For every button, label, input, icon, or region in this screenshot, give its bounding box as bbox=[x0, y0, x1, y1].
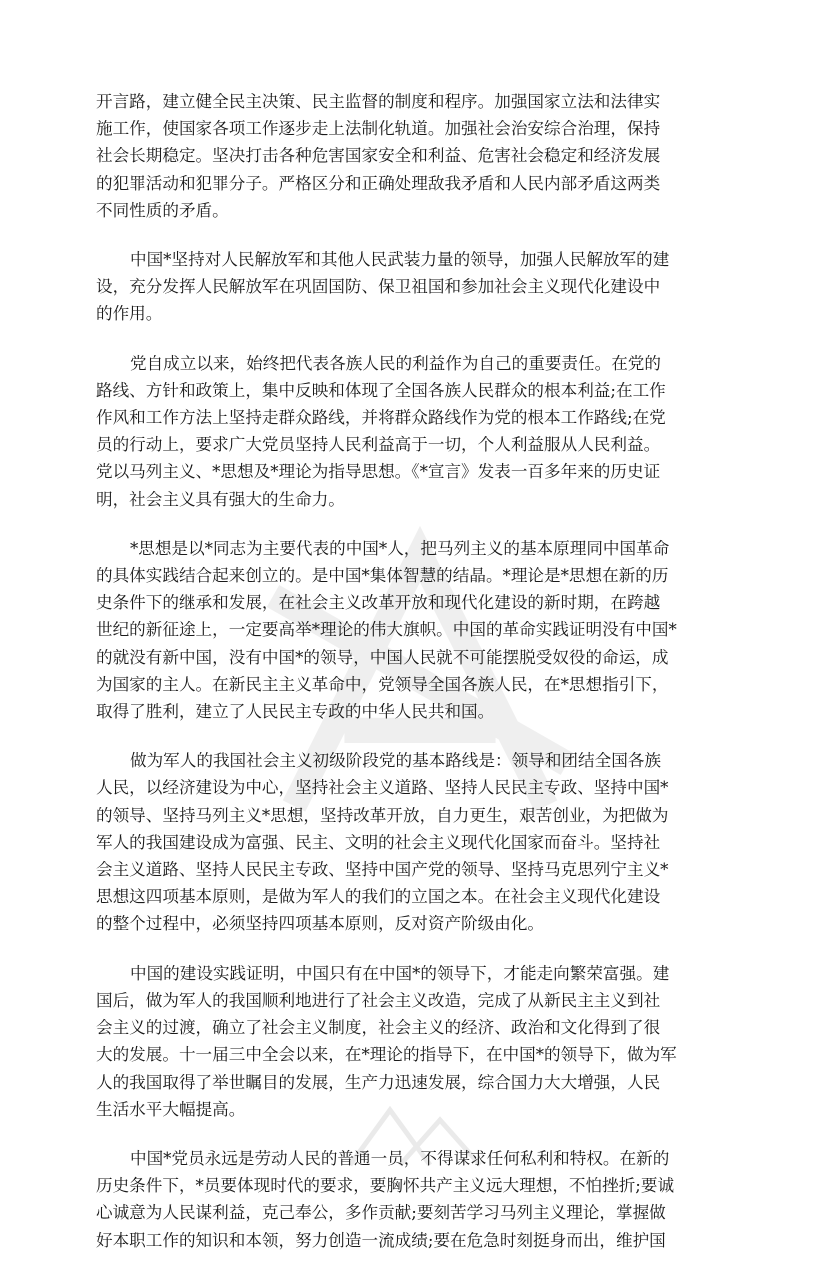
text-line: 开言路，建立健全民主决策、民主监督的制度和程序。加强国家立法和法律实 bbox=[96, 92, 661, 111]
text-line: 生活水平大幅提高。 bbox=[96, 1099, 246, 1119]
paragraph-3 bbox=[96, 350, 736, 513]
text-line: 世纪的新征途上，一定要高举*理论的伟大旗帜。中国的革命实践证明没有中国* bbox=[96, 620, 677, 640]
paragraph-4 bbox=[96, 535, 736, 725]
text-line: 中国的建设实践证明，中国只有在中国*的领导下，才能走向繁荣富强。建 bbox=[130, 963, 670, 983]
text-line: 国后，做为军人的我国顺利地进行了社会主义改造，完成了从新民主主义到社 bbox=[96, 990, 661, 1010]
text-line: 明，社会主义具有强大的生命力。 bbox=[96, 489, 345, 509]
text-line: 党以马列主义、*思想及*理论为指导思想。《*宣言》发表一百多年来的历史证 bbox=[96, 462, 661, 482]
text-line: 的领导、坚持马列主义*思想，坚持改革开放，自力更生，艰苦创业，为把做为 bbox=[96, 805, 669, 825]
paragraph-7 bbox=[96, 1145, 736, 1254]
text-line: 中国*坚持对人民解放军和其他人民武装力量的领导，加强人民解放军的建 bbox=[130, 250, 670, 270]
text-line: 中国*党员永远是劳动人民的普通一员，不得谋求任何私利和特权。在新的 bbox=[130, 1148, 670, 1168]
text-line: 的整个过程中，必须坚持四项基本原则，反对资产阶级由化。 bbox=[96, 914, 545, 934]
text-line: *思想是以*同志为主要代表的中国*人，把马列主义的基本原理同中国革命 bbox=[130, 538, 670, 558]
text-line: 的就没有新中国，没有中国*的领导，中国人民就不可能摆脱受奴役的命运，成 bbox=[96, 647, 669, 667]
text-line: 员的行动上，要求广大党员坚持人民利益高于一切，个人利益服从人民利益。 bbox=[96, 435, 661, 455]
text-line: 社会长期稳定。坚决打击各种危害国家安全和利益、危害社会稳定和经济发展 bbox=[96, 146, 661, 166]
text-line: 为国家的主人。在新民主主义革命中，党领导全国各族人民，在*思想指引下， bbox=[96, 674, 669, 694]
text-line: 好本职工作的知识和本领，努力创造一流成绩;要在危急时刻挺身而出，维护国 bbox=[96, 1230, 666, 1250]
text-line: 思想这四项基本原则，是做为军人的我们的立国之本。在社会主义现代化建设 bbox=[96, 887, 661, 907]
text-line: 不同性质的矛盾。 bbox=[96, 200, 229, 220]
text-line: 作风和工作方法上坚持走群众路线，并将群众路线作为党的根本工作路线;在党 bbox=[96, 408, 666, 428]
text-line: 施工作，使国家各项工作逐步走上法制化轨道。加强社会治安综合治理，保持 bbox=[96, 119, 661, 139]
text-line: 的作用。 bbox=[96, 304, 163, 324]
text-line: 路线、方针和政策上，集中反映和体现了全国各族人民群众的根本利益;在工作 bbox=[96, 380, 666, 400]
paragraph-6 bbox=[96, 960, 736, 1123]
paragraph-1 bbox=[96, 88, 736, 224]
text-line: 大的发展。十一届三中全会以来，在*理论的指导下，在中国*的领导下，做为军 bbox=[96, 1045, 677, 1065]
text-line: 取得了胜利，建立了人民民主专政的中华人民共和国。 bbox=[96, 702, 495, 722]
text-line: 会主义的过渡，确立了社会主义制度，社会主义的经济、政治和文化得到了很 bbox=[96, 1018, 661, 1038]
text-line: 军人的我国建设成为富强、民主、文明的社会主义现代化国家而奋斗。坚持社 bbox=[96, 832, 661, 852]
text-line: 会主义道路、坚持人民民主专政、坚持中国产党的领导、坚持马克思列宁主义* bbox=[96, 860, 669, 880]
text-line: 设，充分发挥人民解放军在巩固国防、保卫祖国和参加社会主义现代化建设中 bbox=[96, 277, 661, 297]
text-line: 心诚意为人民谋利益，克己奉公，多作贡献;要刻苦学习马列主义理论，掌握做 bbox=[96, 1203, 666, 1223]
paragraph-2 bbox=[96, 246, 736, 328]
text-line: 的具体实践结合起来创立的。是中国*集体智慧的结晶。*理论是*思想在新的历 bbox=[96, 566, 669, 586]
text-line: 党自成立以来，始终把代表各族人民的利益作为自己的重要责任。在党的 bbox=[130, 353, 661, 373]
text-line: 做为军人的我国社会主义初级阶段党的基本路线是：领导和团结全国各族 bbox=[130, 751, 661, 771]
text-line: 史条件下的继承和发展，在社会主义改革开放和现代化建设的新时期，在跨越 bbox=[96, 593, 661, 613]
text-line: 人的我国取得了举世瞩目的发展，生产力迅速发展，综合国力大大增强，人民 bbox=[96, 1072, 661, 1092]
document-page bbox=[96, 88, 736, 1276]
text-line: 的犯罪活动和犯罪分子。严格区分和正确处理敌我矛盾和人民内部矛盾这两类 bbox=[96, 173, 661, 193]
text-line: 历史条件下，*员要体现时代的要求，要胸怀共产主义远大理想，不怕挫折;要诚 bbox=[96, 1176, 675, 1196]
paragraph-5 bbox=[96, 747, 736, 937]
text-line: 人民，以经济建设为中心，坚持社会主义道路、坚持人民民主专政、坚持中国* bbox=[96, 778, 669, 798]
